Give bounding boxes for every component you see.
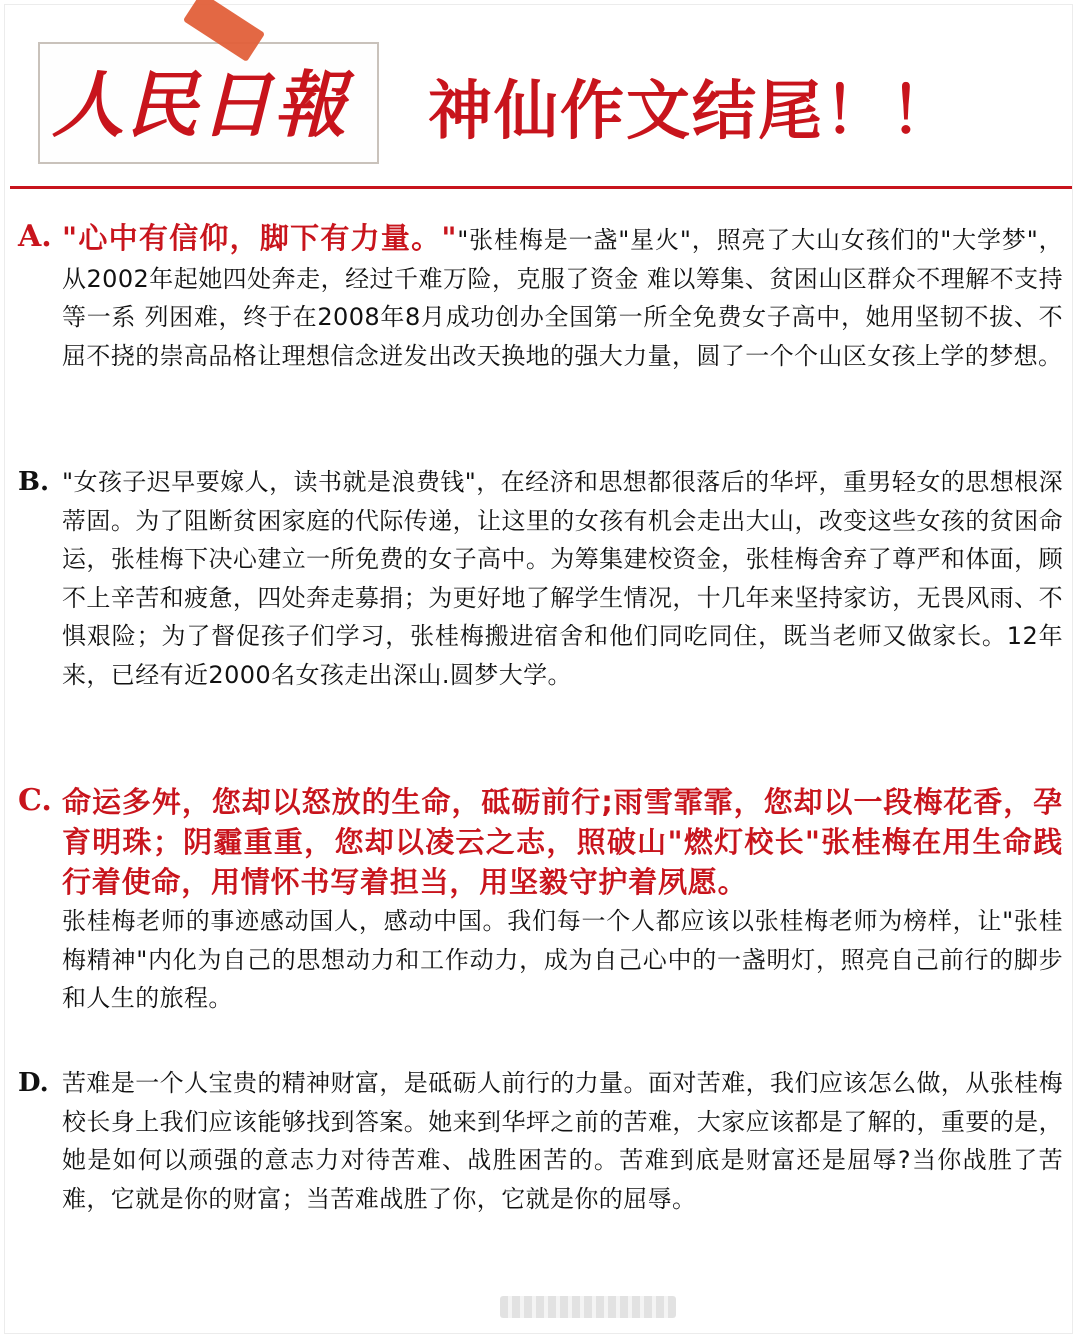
section-a-lead: "心中有信仰，脚下有力量。" — [62, 221, 458, 255]
watermark — [500, 1296, 676, 1318]
section-d-body: 苦难是一个人宝贵的精神财富，是砥砺人前行的力量。面对苦难，我们应该怎么做，从张桂梅校长身上我们应该能够找到答案。她来到华坪之前的苦难，大家应该都是了解的，重要的是，她是如何以顽强的意志力对待苦难、战胜困苦的。苦难到底是财富还是屈辱?当你战胜了苦难，它就是你的财富；当苦难战胜了你，它就是你的屈辱。 — [62, 1069, 1063, 1213]
section-a-body — [62, 218, 1063, 375]
newspaper-logo: 人民日報 — [52, 62, 349, 147]
section-d — [18, 1064, 1063, 1218]
section-a-text: "张桂梅是一盏"星火"，照亮了大山女孩们的"大学梦"，从2002年起她四处奔走，经过千难万险，克服了资金 难以筹集、贫困山区群众不理解不支持等一系 列困难，终于在2008年8月成功创办全国第一所全免费女子高中，她用坚韧不拔、不屈不挠的崇高品格让理想信念迸发出改天换地的强大力量，圆了一个个山区女孩上学的梦想。 — [62, 226, 1063, 370]
section-c-lead: 命运多舛，您却以怒放的生命，砥砺前行;雨雪霏霏，您却以一段梅花香，孕育明珠；阴霾重重，您却以凌云之志，照破山"燃灯校长"张桂梅在用生命践行着使命，用情怀书写着担当，用坚毅守护着夙愿。 — [62, 785, 1063, 899]
section-c-body — [62, 782, 1063, 1018]
header — [0, 0, 1079, 190]
section-letter-a: A. — [18, 219, 52, 254]
page-title: 神仙作文结尾！！ — [428, 75, 956, 149]
section-letter-d: D. — [18, 1068, 49, 1098]
section-a — [18, 218, 1063, 375]
section-b-body: "女孩子迟早要嫁人，读书就是浪费钱"，在经济和思想都很落后的华坪，重男轻女的思想根深蒂固。为了阻断贫困家庭的代际传递，让这里的女孩有机会走出大山，改变这些女孩的贫困命运，张桂梅下决心建立一所免费的女子高中。为筹集建校资金，张桂梅舍弃了尊严和体面，顾不上辛苦和疲惫，四处奔走募捐；为更好地了解学生情况，十几年来坚持家访，无畏风雨、不惧艰险；为了督促孩子们学习，张桂梅搬进宿舍和他们同吃同住，既当老师又做家长。12年来，已经有近2000名女孩走出深山.圆梦大学。 — [62, 468, 1063, 689]
header-divider — [10, 186, 1072, 189]
section-b — [18, 463, 1063, 694]
section-c — [18, 782, 1063, 1018]
section-c-text: 张桂梅老师的事迹感动国人，感动中国。我们每一个人都应该以张桂梅老师为榜样，让"张桂梅精神"内化为自己的思想动力和工作动力，成为自己心中的一盏明灯，照亮自己前行的脚步和人生的旅程。 — [62, 907, 1063, 1012]
section-letter-c: C. — [18, 783, 52, 818]
section-letter-b: B. — [18, 467, 50, 497]
